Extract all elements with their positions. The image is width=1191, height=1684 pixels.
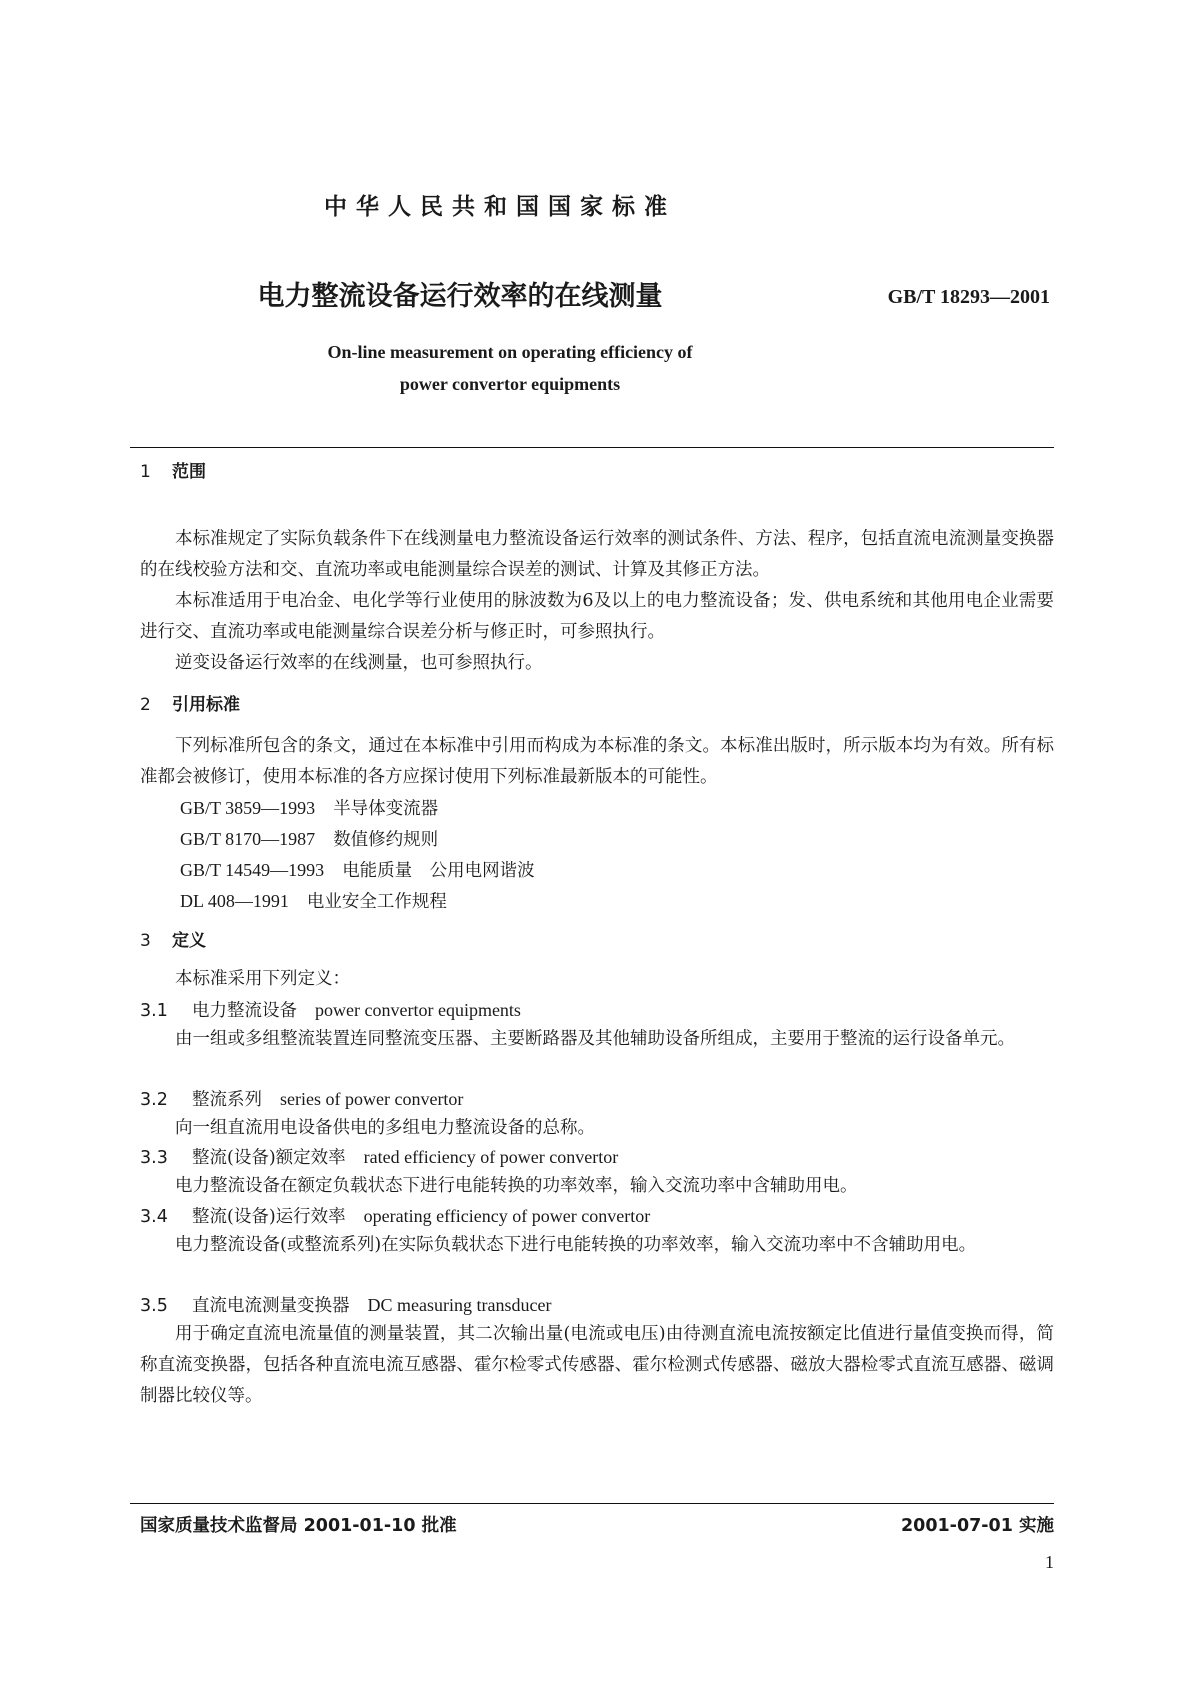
term-cn: 直流电流测量变换器	[192, 1296, 350, 1316]
document-title-en	[160, 336, 860, 400]
title-en-line2: power convertor equipments	[399, 374, 621, 394]
clause-number: 3.1	[140, 1001, 168, 1021]
term-cn: 整流(设备)额定效率	[192, 1148, 346, 1168]
section-heading-scope	[140, 457, 206, 482]
reference-item	[180, 886, 447, 918]
section-number: 1	[140, 462, 151, 482]
paragraph: 逆变设备运行效率的在线测量，也可参照执行。	[175, 653, 543, 673]
definition-text: 用于确定直流电流量值的测量装置，其二次输出量(电流或电压)由待测直流电流按额定比值进行量值变换而得，简称直流变换器，包括各种直流电流互感器、霍尔检零式传感器、霍尔检测式传感器、磁放大器检零式直流互感器、磁调制器比较仪等。	[140, 1324, 1054, 1406]
reference-item	[180, 824, 438, 856]
reference-code: GB/T 14549—1993	[180, 860, 325, 880]
section-heading-definitions	[140, 926, 206, 951]
national-standard-heading: 中华人民共和国国家标准	[324, 194, 676, 220]
definition-term	[140, 1142, 618, 1174]
definition-term	[140, 1201, 650, 1233]
term-en: series of power convertor	[280, 1089, 464, 1109]
reference-name: 电业安全工作规程	[306, 892, 447, 912]
term-en: DC measuring transducer	[367, 1295, 552, 1315]
header-divider	[130, 447, 1054, 448]
clause-number: 3.3	[140, 1148, 168, 1168]
term-cn: 电力整流设备	[192, 1001, 297, 1021]
term-cn: 整流(设备)运行效率	[192, 1207, 346, 1227]
document-title-cn: 电力整流设备运行效率的在线测量	[257, 281, 663, 312]
section-number: 2	[140, 695, 151, 715]
definition-term	[140, 1290, 551, 1322]
approval-date: 国家质量技术监督局 2001-01-10 批准	[140, 1516, 457, 1536]
section-title: 定义	[172, 931, 206, 951]
clause-number: 3.2	[140, 1090, 168, 1110]
definition-text: 电力整流设备在额定负载状态下进行电能转换的功率效率，输入交流功率中含辅助用电。	[175, 1176, 858, 1196]
definition-text: 向一组直流用电设备供电的多组电力整流设备的总称。	[175, 1118, 595, 1138]
reference-name: 半导体变流器	[333, 799, 439, 819]
footer-divider	[130, 1503, 1054, 1504]
term-en: rated efficiency of power convertor	[363, 1147, 619, 1167]
definition-text: 电力整流设备(或整流系列)在实际负载状态下进行电能转换的功率效率，输入交流功率中不含辅助用电。	[175, 1235, 977, 1255]
reference-item	[180, 793, 438, 825]
section-title: 范围	[172, 462, 206, 482]
reference-name: 数值修约规则	[333, 830, 439, 850]
page-number: 1	[1045, 1552, 1054, 1572]
section-heading-normative-references	[140, 690, 240, 715]
reference-code: DL 408—1991	[180, 891, 289, 911]
term-en: power convertor equipments	[315, 1000, 521, 1020]
definition-text: 由一组或多组整流装置连同整流变压器、主要断路器及其他辅助设备所组成，主要用于整流的运行设备单元。	[175, 1029, 1015, 1049]
section-number: 3	[140, 931, 151, 951]
section-title: 引用标准	[172, 695, 240, 715]
reference-name: 电能质量 公用电网谐波	[342, 861, 535, 881]
effective-date: 2001-07-01 实施	[900, 1516, 1054, 1536]
definition-term	[140, 1084, 463, 1116]
clause-number: 3.5	[140, 1296, 168, 1316]
clause-number: 3.4	[140, 1207, 168, 1227]
paragraph: 下列标准所包含的条文，通过在本标准中引用而构成为本标准的条文。本标准出版时，所示版本均为有效。所有标准都会被修订，使用本标准的各方应探讨使用下列标准最新版本的可能性。	[140, 736, 1054, 787]
reference-code: GB/T 8170—1987	[180, 829, 316, 849]
reference-code: GB/T 3859—1993	[180, 798, 316, 818]
term-en: operating efficiency of power convertor	[363, 1206, 651, 1226]
paragraph: 本标准采用下列定义：	[175, 969, 350, 989]
paragraph: 本标准规定了实际负载条件下在线测量电力整流设备运行效率的测试条件、方法、程序，包括直流电流测量变换器的在线校验方法和交、直流功率或电能测量综合误差的测试、计算及其修正方法。	[140, 529, 1054, 580]
reference-item	[180, 855, 535, 887]
standard-number: GB/T 18293—2001	[887, 286, 1050, 308]
definition-term	[140, 995, 521, 1027]
term-cn: 整流系列	[192, 1090, 262, 1110]
paragraph: 本标准适用于电冶金、电化学等行业使用的脉波数为6及以上的电力整流设备；发、供电系统和其他用电企业需要进行交、直流功率或电能测量综合误差分析与修正时，可参照执行。	[140, 591, 1054, 642]
title-en-line1: On-line measurement on operating efficiency of	[327, 342, 693, 362]
